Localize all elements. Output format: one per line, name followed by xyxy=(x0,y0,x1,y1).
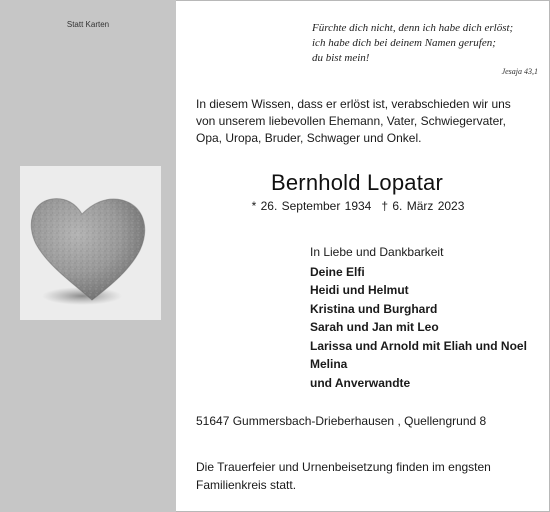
mourner-name: Deine Elfi xyxy=(310,264,365,279)
closing-line: Familienkreis statt. xyxy=(196,478,297,492)
life-dates xyxy=(240,199,476,213)
bible-quote xyxy=(312,21,538,66)
quote-line: Fürchte dich nicht, denn ich habe dich erlöst; xyxy=(312,22,514,34)
mourners-lead: In Liebe und Dankbarkeit xyxy=(310,245,444,259)
intro-line: In diesem Wissen, dass er erlöst ist, verabschieden wir uns xyxy=(196,97,511,111)
stone-heart-image xyxy=(20,166,161,320)
birth-date: * 26. September 1934 xyxy=(251,199,372,213)
deceased-name: Bernhold Lopatar xyxy=(271,170,443,195)
death-date: † 6. März 2023 xyxy=(381,199,465,213)
quote-reference: Jesaja 43,1 xyxy=(501,67,538,76)
closing-text xyxy=(196,458,516,494)
intro-line: von unserem liebevollen Ehemann, Vater, Schwiegervater, xyxy=(196,114,506,128)
mourner-name: Melina xyxy=(310,357,348,371)
mourner-name: und Anverwandte xyxy=(310,375,411,390)
mourners-list xyxy=(310,243,540,392)
closing-line: Die Trauerfeier und Urnenbeisetzung finden im engsten xyxy=(196,460,491,474)
intro-line: Opa, Uropa, Bruder, Schwager und Onkel. xyxy=(196,131,422,145)
quote-line: du bist mein! xyxy=(312,52,370,64)
quote-line: ich habe dich bei deinem Namen gerufen; xyxy=(312,37,496,49)
mourner-name: Larissa und Arnold mit Eliah und Noel xyxy=(310,338,527,353)
mourner-name: Sarah und Jan mit Leo xyxy=(310,320,439,334)
address: 51647 Gummersbach-Drieberhausen , Quellengrund 8 xyxy=(196,414,487,428)
sidebar xyxy=(0,0,176,512)
intro-text xyxy=(196,96,536,147)
mourner-name: Kristina und Burghard xyxy=(310,301,438,316)
statt-karten-label: Statt Karten xyxy=(66,20,110,29)
mourner-name: Heidi und Helmut xyxy=(310,283,409,297)
